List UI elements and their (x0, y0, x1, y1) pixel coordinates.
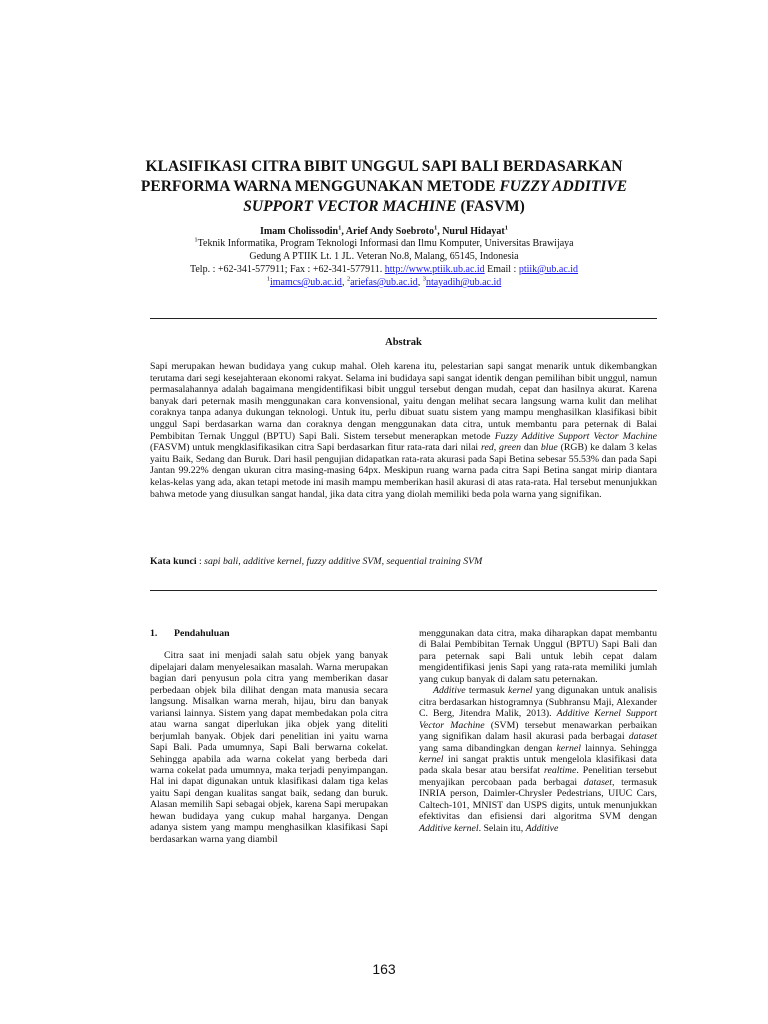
author-sup: 1 (504, 224, 508, 232)
email-link[interactable]: ptiik@ub.ac.id (518, 264, 579, 275)
title-line-2-italic: FUZZY ADDITIVE (499, 178, 628, 195)
email-sep: , (417, 277, 423, 288)
paragraph: menggunakan data citra, maka diharapkan dapat membantu di Balai Pembibitan Ternak Unggul (BPTU) Sapi Bali dan para peternak sapi Bali untuk lebih cepat dalam mengidentifikasi jenis Sapi yang rata-rata memiliki jumlah yang cukup banyak di dalam satu peternakan. (419, 628, 657, 685)
paragraph-part: termasuk (465, 685, 509, 697)
abstract-part: (RGB) ke dalam 3 kelas yaitu Baik, Sedang dan Buruk. Dari hasil pengujian didapatkan rata-rata akurasi pada Sapi Betina sebesar 55.53% dan pada Sapi Jantan 99.22% dengan ukuran citra masing-masing 64px. Meskipun ruang warna pada citra Sapi Betina sangat mirip diantara kelas-kelas yang ada, akan tetapi metode ini masih mampu memberikan hasil akurasi di atas rata-rata. Hal tersebut menunjukkan bahwa metode yang diusulkan sangat handal, jika data citra yang diolah memiliki beda pola warna yang signifikan. (150, 442, 657, 500)
keywords-value: sapi bali, additive kernel, fuzzy additive SVM, sequential training SVM (204, 556, 483, 567)
email-sup: 2 (346, 275, 351, 283)
italic-term: kernel (508, 685, 533, 697)
italic-term: Additive Kernel Support Vector Machine (419, 708, 657, 731)
abstract-part: (FASVM) untuk mengklasifikasikan citra Sapi berdasarkan fitur rata-rata dari nilai (150, 442, 482, 454)
paragraph-part: , termasuk INRIA person, Daimler-Chrysler Pedestrians, UIUC Cars, Caltech-101, MNIST dan USPS digits, untuk menunjukkan efektivitas dan efisiensi dari algoritma SVM dengan (419, 776, 658, 823)
section-heading (150, 628, 388, 639)
email-sup: 1 (266, 275, 270, 283)
title-line-3-text: (FASVM) (456, 198, 525, 215)
italic-term: kernel (556, 742, 581, 754)
page-number: 163 (372, 961, 396, 977)
author-email-link[interactable]: imamcs@ub.ac.id (269, 277, 342, 288)
paragraph-part: . Penelitian tersebut menyajikan percobaan pada berbagai (419, 765, 658, 788)
author-sup: 1 (338, 224, 342, 232)
author-sep: , (341, 226, 346, 237)
abstract-text (150, 361, 657, 500)
affiliation (120, 237, 648, 289)
author-emails (120, 276, 648, 289)
email-sep: , (341, 277, 347, 288)
author-name: Arief Andy Soebroto (345, 226, 434, 237)
contact-phone-fax: Telp. : +62-341-577911; Fax : +62-341-577911. (189, 264, 385, 275)
abstract-heading: Abstrak (385, 337, 422, 348)
paragraph-part: lainnya. Sehingga (580, 742, 657, 754)
affiliation-sup: 1 (194, 236, 198, 244)
keywords-label: Kata kunci (150, 556, 197, 567)
paragraph-part: (SVM) tersebut menawarkan perbaikan yang signifikan dalam hasil akurasi pada berbagai (419, 719, 657, 743)
italic-term: Additive kernel (419, 822, 479, 834)
column-left (150, 628, 388, 845)
author-sep: , (437, 226, 443, 237)
paper-title (120, 157, 648, 217)
italic-term: kernel (419, 753, 444, 765)
title-line-3-italic: SUPPORT VECTOR MACHINE (243, 198, 457, 215)
abstract-part: , (493, 442, 500, 454)
keywords (150, 556, 657, 568)
title-line-2-text: PERFORMA WARNA MENGGUNAKAN METODE (140, 178, 500, 195)
title-line-1: KLASIFIKASI CITRA BIBIT UNGGUL SAPI BALI BERDASARKAN (145, 158, 623, 175)
website-link[interactable]: http://www.ptiik.ub.ac.id (384, 264, 485, 275)
column-right (419, 628, 657, 834)
affiliation-institution: Teknik Informatika, Program Teknologi Informasi dan Ilmu Komputer, Universitas Brawijaya (197, 238, 574, 249)
italic-term: dataset (583, 776, 613, 788)
paragraph-part: . Selain itu, (478, 822, 526, 834)
paragraph: Citra saat ini menjadi salah satu objek yang banyak dipelajari dalam menyelesaikan masalah. Warna merupakan bagian dari penyusun pola citra yang memberikan dasar perbedaan objek bila dilihat dengan mata manusia secara langsung. Misalkan warna merah, hijau, biru dan banyak variansi lainnya. Sistem yang dapat membedakan pola citra atau warna sangat diperlukan jika objek yang diteliti berjumlah banyak. Objek dari penelitian ini yaitu warna Sapi Bali. Pada umumnya, Sapi Bali berwarna cokelat. Sehingga apabila ada warna cokelat yang berbeda dari warna cokelat pada umumnya, maka terjadi penyimpangan. Hal ini dapat digunakan untuk klasifikasi dalam tiga kelas yaitu Sapi dengan kualitas sangat baik, sedang dan buruk. Alasan memilih Sapi sebagai objek, karena Sapi merupakan hewan budidaya yang cukup mahal harganya. Dengan adanya sistem yang mampu menghasilkan klasifikasi Sapi berdasarkan warna yang diambil (150, 650, 388, 845)
divider-bottom (150, 590, 657, 591)
italic-term: Additive (525, 822, 559, 834)
abstract-italic: Fuzzy Additive Support Vector Machine (494, 430, 657, 442)
email-sup: 3 (422, 275, 426, 283)
italic-term: Additive (433, 685, 466, 697)
title-line-3 (120, 197, 648, 217)
affiliation-contact (120, 263, 648, 276)
affiliation-line-1 (120, 237, 648, 250)
author-name: Imam Cholissodin (260, 226, 339, 237)
divider-top (150, 318, 657, 319)
author-sup: 1 (433, 224, 438, 232)
abstract-italic: blue (540, 442, 558, 454)
affiliation-line-2: Gedung A PTIIK Lt. 1 JL. Veteran No.8, Malang, 65145, Indonesia (249, 251, 519, 262)
section-title: Pendahuluan (174, 628, 230, 639)
author-name: Nurul Hidayat (442, 226, 505, 237)
paragraph-part: yang digunakan untuk analisis citra berdasarkan histogramnya (Subhransu Maji, Alexander C. Berg, Jitendra Malik, 2013). (419, 685, 657, 720)
paragraph-part: yang sama dibandingkan dengan (419, 742, 557, 754)
keywords-sep: : (196, 556, 205, 567)
abstract-part: dan (521, 442, 541, 454)
italic-term: dataset (628, 731, 657, 743)
abstract-italic: red (481, 442, 494, 454)
abstract-part: Sapi merupakan hewan budidaya yang cukup mahal. Oleh karena itu, pelestarian sapi sangat menarik untuk dikembangkan terutama dari segi kesejahteraan ekonomi rakyat. Selama ini budidaya sapi sangat identik dengan pemilihan bibit unggul, namun permasalahannya adalah bagaimana mengidentifikasi bibit unggul tersebut dengan mudah, cepat dan hasilnya akurat. Karena banyak dari peternak masih menggunakan cara konvensional, yaitu dengan melihat secara langsung warna kulit dan melihat coraknya tanpa adanya dukungan teknologi. Untuk itu, perlu dibuat suatu sistem yang mampu menghasilkan klasifikasi bibit unggul Sapi berdasarkan warna dan coraknya dengan menggunakan data citra, untuk membantu para peternak di Balai Pembibitan Ternak Unggul (BPTU) Sapi Bali. Sistem tersebut menerapkan metode (150, 361, 657, 442)
email-label: Email : (484, 264, 519, 275)
paragraph-part: ini sangat praktis untuk mengelola klasifikasi data pada skala besar atau bersifat (419, 753, 657, 777)
author-email-link[interactable]: ariefas@ub.ac.id (350, 277, 418, 288)
title-line-2 (120, 177, 648, 197)
italic-term: realtime (544, 765, 577, 777)
section-number: 1. (150, 628, 158, 639)
author-email-link[interactable]: ntayadih@ub.ac.id (425, 277, 502, 288)
abstract-italic: green (499, 442, 521, 454)
paragraph (419, 685, 657, 834)
